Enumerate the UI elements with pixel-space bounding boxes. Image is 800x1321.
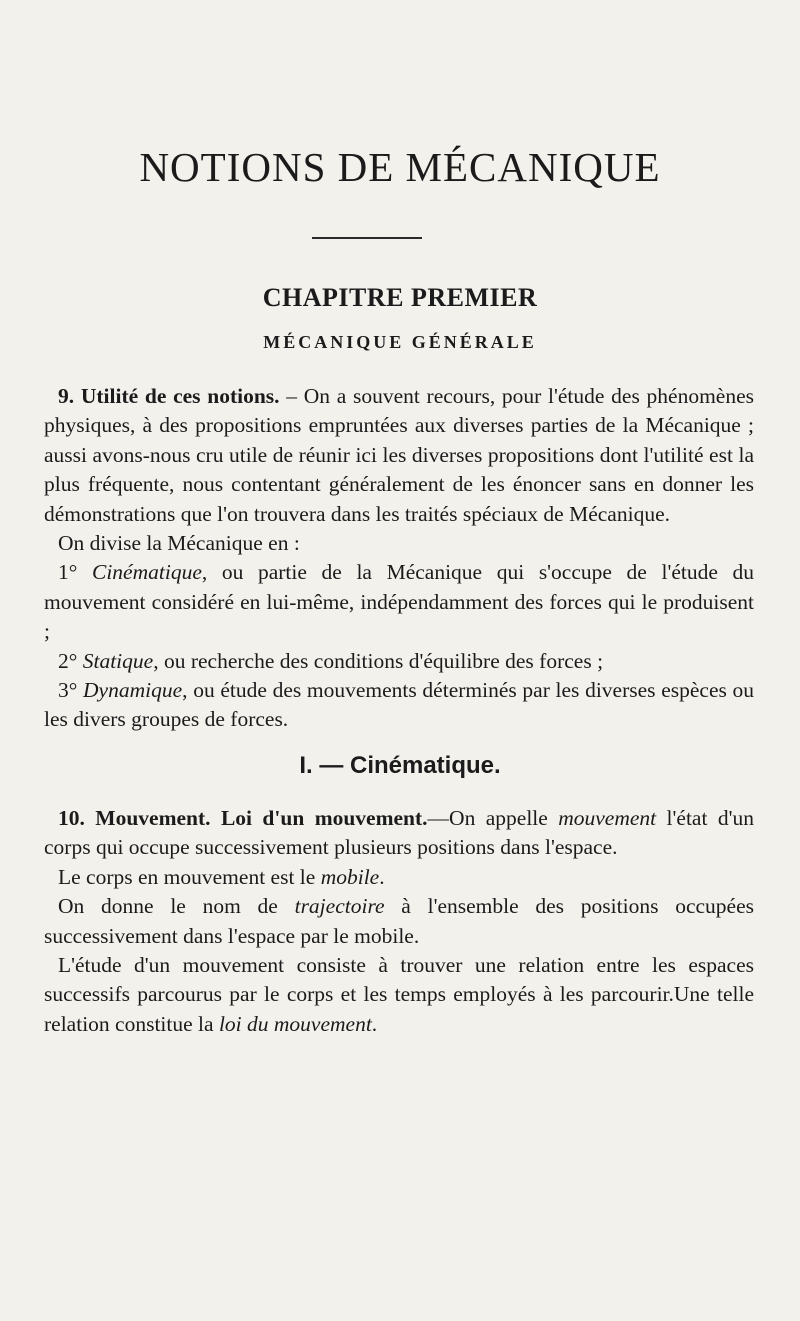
term-mobile: mobile bbox=[320, 864, 380, 889]
paragraph-text: . bbox=[371, 1011, 378, 1036]
item-text: , ou partie de la Mécanique qui s'occupe de l'étude du mouvement considéré en lui-même, indépendamment des forces qui le produisent ; bbox=[44, 560, 754, 644]
paragraph-loi bbox=[44, 951, 754, 1039]
division-item-3 bbox=[44, 676, 754, 735]
item-term: Dynamique bbox=[83, 678, 183, 703]
paragraph-text: Le corps en mouvement est le bbox=[58, 864, 321, 889]
division-intro: On divise la Mécanique en : bbox=[58, 531, 300, 556]
chapter-heading: CHAPITRE PREMIER bbox=[262, 283, 538, 312]
item-number: 3° bbox=[58, 678, 78, 703]
item-term: Statique bbox=[82, 648, 154, 673]
paragraph-9-text: – On a souvent recours, pour l'étude des phénomènes physiques, à des propositions empruntées aux diverses parties de la Mécanique ; aussi avons-nous cru utile de réunir ici les diverses propositions dont l'utilité est la plus fréquente, nous contentant généralement de les énoncer sans en donner les démonstrations que l'on trouvera dans les traités spéciaux de Mécanique. bbox=[44, 384, 754, 526]
paragraph-9 bbox=[44, 382, 754, 529]
paragraph-text: On donne le nom de bbox=[58, 894, 295, 919]
paragraph-text: . bbox=[379, 864, 385, 889]
paragraph-10-heading: 10. Mouvement. Loi d'un mouvement. bbox=[58, 806, 428, 830]
item-text: , ou étude des mouvements déterminés par les diverses espèces ou les divers groupes de forces. bbox=[44, 678, 755, 732]
item-number: 2° bbox=[58, 648, 78, 673]
book-title: NOTIONS DE MÉCANIQUE bbox=[139, 144, 661, 190]
title-rule bbox=[312, 237, 422, 239]
paragraph-10 bbox=[44, 804, 754, 863]
paragraph-mobile bbox=[44, 863, 754, 892]
paragraph-trajectoire bbox=[44, 892, 754, 951]
term-loi-du-mouvement: loi du mouvement bbox=[218, 1011, 372, 1036]
paragraph-10-text: l'état d'un corps qui occupe successivement plusieurs positions dans l'espace. bbox=[44, 806, 754, 860]
paragraph-9-heading: 9. Utilité de ces notions. bbox=[58, 384, 280, 408]
division-item-1 bbox=[44, 558, 754, 646]
division-item-2 bbox=[44, 647, 754, 676]
term-mouvement: mouvement bbox=[558, 806, 657, 830]
section-9-block bbox=[44, 382, 754, 735]
paragraph-10-text: —On appelle bbox=[427, 806, 559, 830]
term-trajectoire: trajectoire bbox=[294, 894, 385, 919]
item-text: , ou recherche des conditions d'équilibre des forces ; bbox=[153, 648, 604, 673]
section-heading: I. — Cinématique. bbox=[299, 752, 501, 779]
chapter-subtitle: MÉCANIQUE GÉNÉRALE bbox=[263, 332, 537, 352]
section-10-block bbox=[44, 804, 754, 1039]
paragraph-text: à l'ensemble des positions occupées successivement dans l'espace par le mobile. bbox=[44, 894, 754, 948]
item-number: 1° bbox=[58, 560, 78, 585]
paragraph-text: L'étude d'un mouvement consiste à trouver une relation entre les espaces successifs parcourus par le corps et les temps employés à les parcourir.Une telle relation constitue la bbox=[44, 953, 754, 1036]
item-term: Cinématique bbox=[91, 560, 202, 585]
